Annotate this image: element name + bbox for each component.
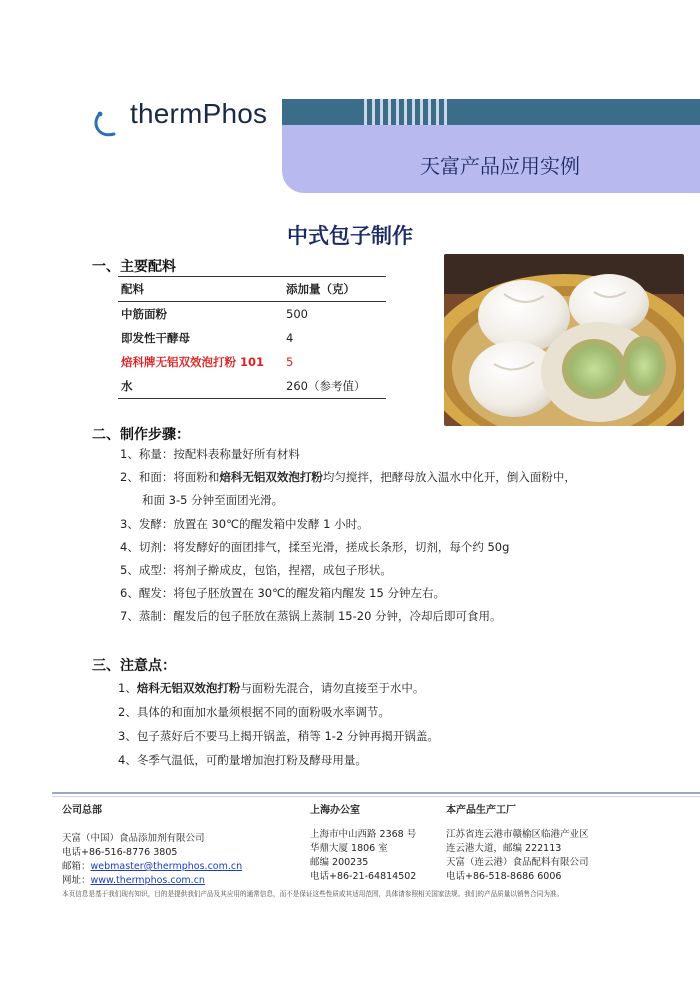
- footer-factory: [446, 804, 589, 884]
- column-header-amount: 添加量（克）: [286, 282, 355, 296]
- list-item: [120, 469, 576, 485]
- ingredient-amount: 4: [286, 331, 294, 345]
- logo-text: thermPhos: [130, 98, 268, 129]
- step-text: 醒发：将包子胚放置在 30℃的醒发箱内醒发 15 分钟左右。: [138, 586, 445, 600]
- banner-top-bar: [282, 99, 700, 125]
- banner-stripes: [364, 99, 454, 125]
- footer-email-link[interactable]: webmaster@thermphos.com.cn: [90, 861, 243, 872]
- thermphos-logo-icon: [92, 108, 122, 138]
- footer-address-line: 天富（连云港）食品配料有限公司: [446, 857, 589, 868]
- note-number: 4、: [118, 753, 137, 767]
- note-text: 与面粉先混合，请勿直接至于水中。: [240, 681, 425, 695]
- step-text: 和面：将面粉和: [138, 470, 220, 484]
- note-text: 具体的和面加水量须根据不同的面粉吸水率调节。: [136, 705, 390, 719]
- ingredient-name: 水: [121, 379, 133, 393]
- footer-address-line: 连云港大道，邮编 222113: [446, 843, 562, 854]
- footer-email-label: 邮箱：: [62, 861, 91, 872]
- step-text: 发酵：放置在 30℃的醒发箱中发酵 1 小时。: [138, 517, 369, 531]
- list-item: [120, 446, 300, 462]
- footer-address-line: 上海市中山西路 2368 号: [310, 829, 417, 840]
- list-item-continuation: 和面 3-5 分钟至面团光滑。: [142, 493, 284, 507]
- step-number: 5、: [120, 563, 139, 577]
- ingredient-amount: 5: [286, 355, 294, 369]
- footer-hq: [62, 804, 242, 888]
- footer-divider: [52, 796, 700, 797]
- footer-factory-heading: 本产品生产工厂: [446, 805, 516, 816]
- footer-address-line: 电话+86-518-8686 6006: [446, 871, 562, 882]
- footer-address-line: 江苏省连云港市赣榆区临港产业区: [446, 829, 589, 840]
- footer-web-label: 网址：: [62, 875, 91, 886]
- footer-address-line: 邮编 200235: [310, 857, 369, 868]
- step-text: 切剂：将发酵好的面团排气，揉至光滑，搓成长条形，切剂，每个约 50g: [138, 540, 510, 554]
- ingredient-name: 中筋面粉: [121, 307, 167, 321]
- footer-divider: [52, 792, 700, 794]
- list-item: [120, 539, 509, 555]
- ingredient-name: 即发性干酵母: [121, 331, 190, 345]
- footer-phone: 电话+86-516-8776 3805: [62, 847, 178, 858]
- step-number: 7、: [120, 609, 139, 623]
- note-text: 冬季气温低，可酌量增加泡打粉及酵母用量。: [136, 753, 367, 767]
- table-row: [118, 350, 386, 374]
- list-item: [120, 562, 392, 578]
- note-number: 3、: [118, 729, 137, 743]
- section-ingredients-heading: 一、主要配料: [92, 259, 176, 275]
- document-title: 中式包子制作: [287, 224, 413, 248]
- table-row: [118, 374, 386, 398]
- column-header-ingredient: 配料: [121, 282, 144, 296]
- list-item: [118, 680, 424, 696]
- step-text: 成型：将剂子擀成皮，包馅，捏褶，成包子形状。: [138, 563, 392, 577]
- footer-hq-heading: 公司总部: [62, 805, 102, 816]
- list-item: [120, 608, 502, 624]
- list-item: [118, 752, 367, 768]
- footer-address-line: 电话+86-21-64814502: [310, 871, 417, 882]
- section-notes-heading: 三、注意点：: [92, 658, 176, 674]
- table-row: [118, 326, 386, 350]
- ingredient-table: [118, 276, 386, 399]
- footer-disclaimer: 本页信息是基于我们现有知识，目的是提供我们产品及其应用的通常信息，而不是保证这些性质或其适用范围，具体请参照相关国家法规。我们的产品质量以销售合同为准。: [62, 890, 564, 898]
- footer-web-row: [62, 874, 242, 888]
- step-number: 1、: [120, 447, 139, 461]
- step-text: 均匀搅拌，把酵母放入温水中化开，倒入面粉中，: [322, 470, 576, 484]
- table-row: [118, 302, 386, 326]
- step-text: 称量：按配料表称量好所有材料: [138, 447, 300, 461]
- list-item: [120, 585, 445, 601]
- note-number: 1、: [118, 681, 137, 695]
- product-name-highlight: 焙科无铝双效泡打粉: [219, 470, 323, 484]
- footer-shanghai-heading: 上海办公室: [310, 805, 360, 816]
- step-text: 蒸制：醒发后的包子胚放在蒸锅上蒸制 15-20 分钟，冷却后即可食用。: [138, 609, 502, 623]
- banner-title: 天富产品应用实例: [420, 154, 580, 178]
- footer-company-name: 天富（中国）食品添加剂有限公司: [62, 833, 205, 844]
- list-item: [118, 704, 390, 720]
- note-number: 2、: [118, 705, 137, 719]
- table-header-row: [118, 277, 386, 301]
- step-number: 6、: [120, 586, 139, 600]
- list-item: [120, 516, 369, 532]
- footer-web-link[interactable]: www.thermphos.com.cn: [90, 875, 205, 886]
- footer-shanghai-office: [310, 804, 416, 884]
- step-number: 3、: [120, 517, 139, 531]
- product-name-highlight: 焙科无铝双效泡打粉: [136, 681, 241, 695]
- steamed-buns-photo: [444, 254, 684, 426]
- note-text: 包子蒸好后不要马上揭开锅盖，稍等 1-2 分钟再揭开锅盖。: [136, 729, 439, 743]
- ingredient-name: 焙科牌无铝双效泡打粉 101: [121, 355, 265, 369]
- list-item: [118, 728, 439, 744]
- step-number: 2、: [120, 470, 139, 484]
- section-steps-heading: 二、制作步骤：: [92, 427, 190, 443]
- footer-email-row: [62, 860, 242, 874]
- ingredient-amount: 260（参考值）: [286, 379, 366, 393]
- footer-address-line: 华鼎大厦 1806 室: [310, 843, 388, 854]
- ingredient-amount: 500: [286, 307, 308, 321]
- step-number: 4、: [120, 540, 139, 554]
